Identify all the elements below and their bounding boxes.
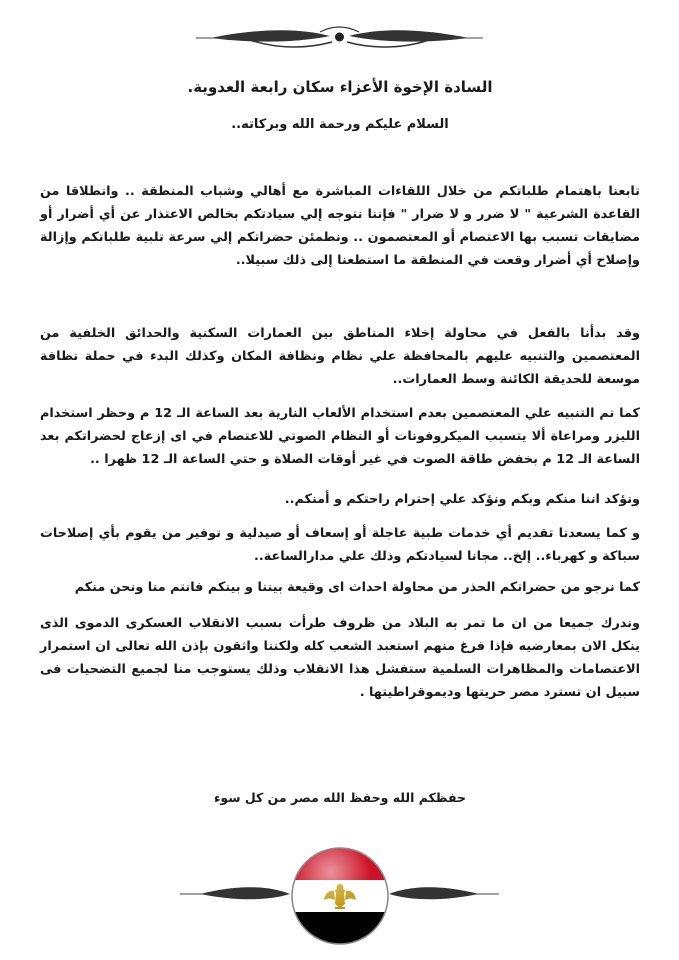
paragraph-services: و كما يسعدنا تقديم أي خدمات طبية عاجلة أو إسعاف أو صيدلية و توفير من يقوم بأي إصلاحات سباكة و كهرباء.. إلخ.. مجانا لسيادتكم وذلك علي مدارالساعة.. (40, 526, 640, 564)
egypt-flag-emblem (288, 844, 392, 948)
letter-greeting: السلام عليكم ورحمة الله وبركاته.. (231, 117, 449, 132)
letter-closing: حفظكم الله وحفظ الله مصر من كل سوء (214, 790, 466, 805)
paragraph-assurance: ونؤكد اننا منكم وبكم ونؤكد علي إحترام راحتكم و أمنكم.. (284, 492, 640, 507)
paragraph-caution: كما نرجو من حضراتكم الحذر من محاولة احداث اى وقيعة بيننا و بينكم فانتم منا ونحن منكم (74, 580, 640, 595)
top-ornament (0, 20, 679, 56)
paragraph-apology: تابعنا باهتمام طلباتكم من خلال اللقاءات المباشرة مع أهالي وشباب المنطقة .. وانطلاقا من القاعدة الشرعية " لا ضرر و لا ضرار " فإننا نتوجه إلي سيادتكم بخالص الاعتذار عن أي أضرار أو مضايقات تسبب بها الاعتصام أو المعتصمون .. ونطمئن حضراتكم إلي سرعة تلبية طلباتكم وإزالة وإصلاح أي أضرار وقعت في المنطقة ما استطعنا إلى ذلك سبيلا.. (40, 184, 640, 268)
paragraph-evacuation: وقد بدأنا بالفعل في محاولة إخلاء المناطق بين العمارات السكنية والحدائق الخلفية من المعتصمين والتنبيه عليهم بالمحافظة علي نظام ونظافة المكان وكذلك البدء في حملة نظافة موسعة للحديقة الكائنة وسط العمارات.. (40, 326, 640, 387)
paragraph-context: وندرك جميعا من ان ما تمر به البلاد من ظروف طرأت بسبب الانقلاب العسكرى الدموى الذى ينكل الان بمعارضيه فإذا فرغ منهم استعبد الشعب كله ولكننا واثقون بإذن الله تعالى ان استمرار الاعتصامات والمظاهرات السلمية ستفشل هذا الانقلاب وذلك يستوجب منا لجميع التضحيات فى سبيل ان تسترد مصر حريتها وديموقراطيتها . (40, 616, 640, 700)
paragraph-noise-rules: كما تم التنبيه علي المعتصمين بعدم استخدام الألعاب النارية بعد الساعة الـ 12 م وحظر استخدام الليزر ومراعاة ألا يتسبب الميكروفونات أو النظام الصوتي للاعتصام في اى إزعاج لحضراتكم بعد الساعة الـ 12 م بخفض طاقة الصوت في غير أوقات الصلاة و حتي الساعة الـ 12 ظهرا .. (40, 406, 640, 467)
letter-title: السادة الإخوة الأعزاء سكان رابعة العدوية. (187, 78, 493, 96)
